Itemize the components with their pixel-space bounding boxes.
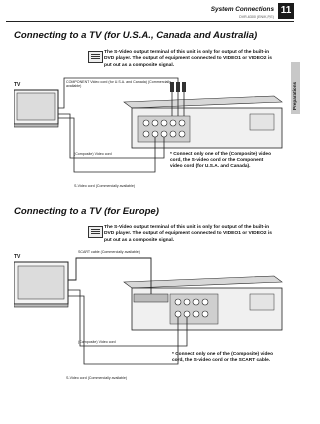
header-rule [6, 21, 294, 22]
connection-diagram-2 [14, 250, 286, 386]
header-title: System Connections [210, 6, 274, 13]
section1-figure [14, 76, 286, 196]
component-cord-caption: COMPONENT Video cord (for U.S.A. and Canada) (Commercially available) [66, 80, 171, 88]
section1-title: Connecting to a TV (for U.S.A., Canada and Australia) [14, 30, 258, 41]
model-code: DVR-6300 (EN/K,P,E) [239, 15, 274, 19]
side-tab [291, 62, 300, 114]
composite-cord-caption: (Composite) Video cord [74, 152, 112, 156]
svideo-cord-caption: S-Video cord (Commercially available) [66, 376, 128, 380]
note-icon [88, 226, 103, 238]
tv-label: TV [14, 82, 21, 88]
section2-figure-note: * Connect only one of the (Composite) video cord, the S-video cord or the SCART cable. [172, 352, 274, 363]
section2-title: Connecting to a TV (for Europe) [14, 206, 159, 217]
section2-note: The S-Video output terminal of this unit is only for output of the built-in DVD player. The output of equipment connected to VIDEO1 or VIDEO2 is put out as a composite signal. [104, 225, 272, 243]
tv-label: TV [14, 254, 21, 260]
section1-note: The S-Video output terminal of this unit is only for output of the built-in DVD player. The output of equipment connected to VIDEO1 or VIDEO2 is put out as a composite signal. [104, 50, 272, 68]
page-number: 11 [278, 3, 294, 19]
section2-figure [14, 250, 286, 386]
composite-cord-caption: (Composite) Video cord [78, 340, 116, 344]
connection-diagram-1 [14, 76, 286, 196]
section1-figure-note: * Connect only one of the (Composite) video cord, the S-video cord or the Component video cord (for U.S.A. and Canada). [170, 152, 272, 169]
scart-cable-caption: SCART cable (Commercially available) [78, 250, 140, 254]
note-icon [88, 51, 103, 63]
side-tab-label: Preparations [292, 81, 297, 110]
svideo-cord-caption: S-Video cord (Commercially available) [74, 184, 136, 188]
